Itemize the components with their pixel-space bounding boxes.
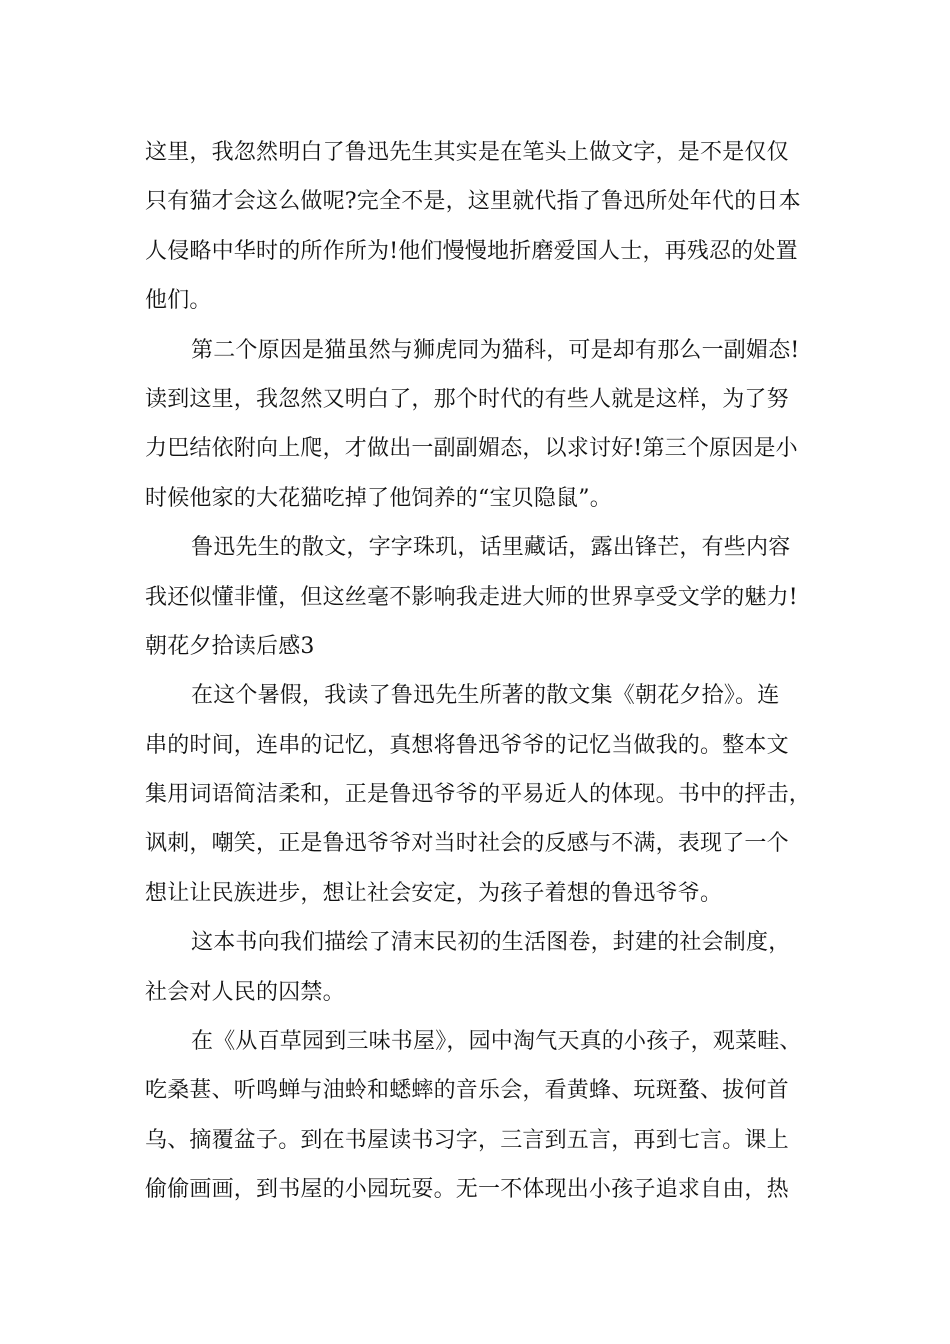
text-line: 读到这里，我忽然又明白了，那个时代的有些人就是这样，为了努 xyxy=(145,386,789,412)
text-line: 力巴结依附向上爬，才做出一副副媚态，以求讨好!第三个原因是小 xyxy=(145,436,798,462)
paragraph-first-line: 鲁迅先生的散文，字字珠玑，话里藏话，露出锋芒，有些内容 xyxy=(191,535,791,561)
text-line: 他们。 xyxy=(145,288,212,314)
text-line: 讽刺，嘲笑，正是鲁迅爷爷对当时社会的反感与不满，表现了一个 xyxy=(145,831,789,857)
paragraph-first-line: 在《从百草园到三味书屋》，园中淘气天真的小孩子，观菜畦、 xyxy=(191,1029,802,1055)
text-line: 时候他家的大花猫吃掉了他饲养的“宝贝隐鼠”。 xyxy=(145,485,612,511)
text-line: 想让让民族进步，想让社会安定，为孩子着想的鲁迅爷爷。 xyxy=(145,880,723,906)
text-line: 集用词语简洁柔和，正是鲁迅爷爷的平易近人的体现。书中的抨击， xyxy=(145,782,812,808)
document-text xyxy=(145,128,815,1215)
text-line: 吃桑葚、听鸣蝉与油蛉和蟋蟀的音乐会，看黄蜂、玩斑蝥、拔何首 xyxy=(145,1078,789,1104)
text-line: 乌、摘覆盆子。到在书屋读书习字，三言到五言，再到七言。课上 xyxy=(145,1127,789,1153)
paragraph-first-line: 在这个暑假，我读了鲁迅先生所著的散文集《朝花夕拾》。连 xyxy=(191,683,780,709)
text-line: 只有猫才会这么做呢?完全不是，这里就代指了鲁迅所处年代的日本 xyxy=(145,189,801,215)
text-line: 这里，我忽然明白了鲁迅先生其实是在笔头上做文字，是不是仅仅 xyxy=(145,140,789,165)
paragraph-first-line: 第二个原因是猫虽然与狮虎同为猫科，可是却有那么一副媚态! xyxy=(191,337,800,363)
section-heading: 朝花夕拾读后感3 xyxy=(145,633,315,659)
text-line: 社会对人民的囚禁。 xyxy=(145,979,345,1005)
text-line: 我还似懂非懂，但这丝毫不影响我走进大师的世界享受文学的魅力! xyxy=(145,584,798,610)
text-line: 串的时间，连串的记忆，真想将鲁迅爷爷的记忆当做我的。整本文 xyxy=(145,732,789,758)
text-line: 偷偷画画，到书屋的小园玩耍。无一不体现出小孩子追求自由，热 xyxy=(145,1177,789,1203)
paragraph-first-line: 这本书向我们描绘了清末民初的生活图卷，封建的社会制度， xyxy=(191,930,791,956)
text-line: 人侵略中华时的所作所为!他们慢慢地折磨爱国人士，再残忍的处置 xyxy=(145,238,798,264)
